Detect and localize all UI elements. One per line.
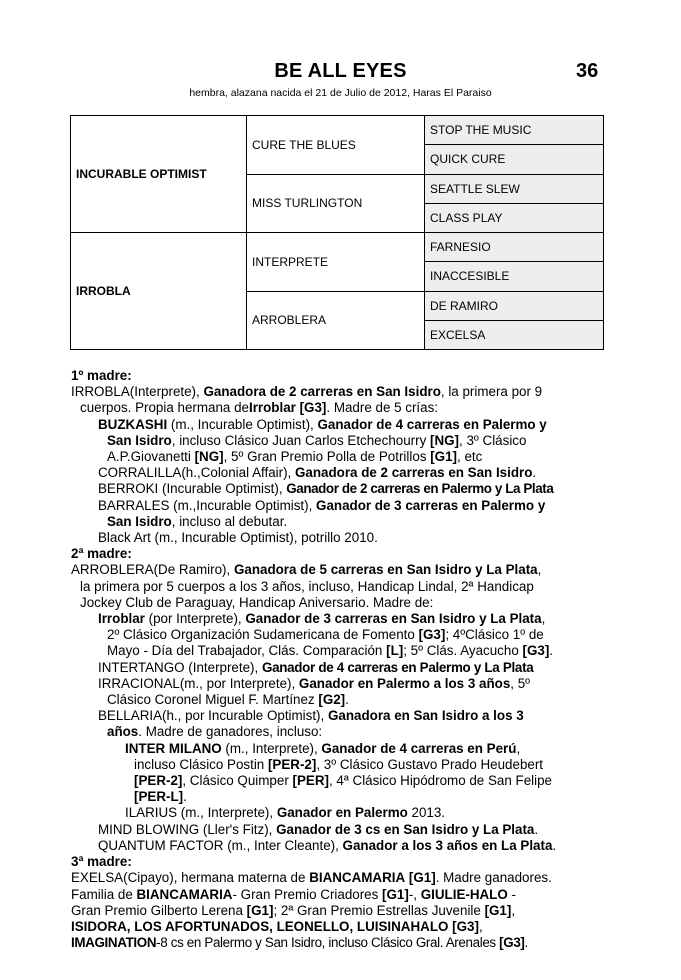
text-line: MIND BLOWING (Ller's Fitz), Ganador de 3 cs en San Isidro y La Plata. (98, 821, 539, 837)
text-line: Jockey Club de Paraguay, Handicap Aniversario. Madre de: (80, 594, 434, 610)
text-line: ARROBLERA(De Ramiro), Ganadora de 5 carreras en San Isidro y La Plata, (71, 562, 542, 578)
second-dam-heading: 2ª madre: (71, 546, 132, 562)
text-line: EXELSA(Cipayo), hermana materna de BIANCAMARIA [G1]. Madre ganadores. (71, 870, 552, 886)
pedigree-g3-4: CLASS PLAY (425, 203, 604, 232)
text-line: San Isidro, incluso al debutar. (107, 513, 288, 529)
text-line: 2º Clásico Organización Sudamericana de Fomento [G3]; 4ºClásico 1º de (107, 627, 544, 643)
text-line: Black Art (m., Incurable Optimist), potrillo 2010. (98, 530, 378, 546)
text-line: BARRALES (m.,Incurable Optimist), Ganador de 3 carreras en Palermo y (98, 497, 546, 513)
text-line: incluso Clásico Postin [PER-2], 3º Clásico Gustavo Prado Heudebert (134, 756, 544, 772)
text-line: la primera por 5 cuerpos a los 3 años, incluso, Handicap Lindal, 2ª Handicap (80, 578, 534, 594)
text-line: San Isidro, incluso Clásico Juan Carlos Etchechourry [NG], 3º Clásico (107, 432, 527, 448)
pedigree-dam-dam: ARROBLERA (247, 291, 425, 350)
text-line: Irroblar (por Interprete), Ganador de 3 carreras en San Isidro y La Plata, (98, 611, 546, 627)
text-line: CORRALILLA(h.,Colonial Affair), Ganadora de 2 carreras en San Isidro. (98, 465, 537, 481)
first-dam-heading: 1º madre: (71, 368, 132, 383)
text-line: [PER-2], Clásico Quimper [PER], 4ª Clásico Hipódromo de San Felipe (134, 773, 552, 789)
text-line: BERROKI (Incurable Optimist), Ganador de 2 carreras en Palermo y La Plata (98, 481, 554, 497)
pedigree-g3-1: STOP THE MUSIC (425, 116, 604, 145)
text-line: BELLARIA(h., por Incurable Optimist), Ganadora en San Isidro a los 3 (98, 708, 524, 724)
produce-record (71, 368, 611, 951)
pedigree-sire-dam: MISS TURLINGTON (247, 174, 425, 233)
pedigree-g3-8: EXCELSA (425, 320, 604, 349)
pedigree-g3-3: SEATTLE SLEW (425, 174, 604, 203)
text-line: BUZKASHI (m., Incurable Optimist), Ganador de 4 carreras en Palermo y (98, 416, 547, 432)
text-line: Gran Premio Gilberto Lerena [G1]; 2ª Gran Premio Estrellas Juvenile [G1], (71, 902, 516, 918)
text-line: IRROBLA(Interprete), Ganadora de 2 carreras en San Isidro, la primera por 9 (71, 384, 543, 400)
pedigree-table (70, 115, 604, 350)
text-line: cuerpos. Propia hermana deIrroblar [G3]. Madre de 5 crías: (80, 400, 439, 416)
text-line: INTERTANGO (Interprete), Ganador de 4 carreras en Palermo y La Plata (98, 659, 534, 675)
horse-description: hembra, alazana nacida el 21 de Julio de 2012, Haras El Paraiso (189, 87, 492, 99)
third-dam-heading: 3ª madre: (71, 854, 132, 870)
text-line: IMAGINATION-8 cs en Palermo y San Isidro, incluso Clásico Gral. Arenales [G3]. (71, 935, 528, 951)
text-line: INTER MILANO (m., Interprete), Ganador de 4 carreras en Perú, (125, 740, 521, 756)
text-line: QUANTUM FACTOR (m., Inter Cleante), Ganador a los 3 años en La Plata. (98, 837, 557, 853)
text-line: Mayo - Día del Trabajador, Clás. Comparación [L]; 5º Clás. Ayacucho [G3]. (107, 643, 554, 659)
horse-name-title: BE ALL EYES (274, 60, 407, 82)
text-line: Familia de BIANCAMARIA- Gran Premio Criadores [G1]-, GIULIE-HALO - (71, 886, 516, 902)
pedigree-dam: IRROBLA (71, 233, 247, 350)
text-line: ILARIUS (m., Interprete), Ganador en Palermo 2013. (125, 805, 446, 821)
pedigree-g3-6: INACCESIBLE (425, 262, 604, 291)
pedigree-g3-2: QUICK CURE (425, 145, 604, 174)
pedigree-sire-sire: CURE THE BLUES (247, 116, 425, 175)
pedigree-g3-7: DE RAMIRO (425, 291, 604, 320)
text-line: [PER-L]. (134, 789, 187, 805)
lot-number: 36 (576, 60, 599, 82)
text-line: años. Madre de ganadores, incluso: (107, 724, 323, 740)
pedigree-g3-5: FARNESIO (425, 233, 604, 262)
text-line: ISIDORA, LOS AFORTUNADOS, LEONELLO, LUISINAHALO [G3], (71, 918, 483, 934)
pedigree-sire: INCURABLE OPTIMIST (71, 116, 247, 233)
pedigree-dam-sire: INTERPRETE (247, 233, 425, 292)
text-line: IRRACIONAL(m., por Interprete), Ganador en Palermo a los 3 años, 5º (98, 675, 531, 691)
text-line: Clásico Coronel Miguel F. Martínez [G2]. (107, 692, 349, 708)
text-line: A.P.Giovanetti [NG], 5º Gran Premio Polla de Potrillos [G1], etc (107, 449, 483, 465)
